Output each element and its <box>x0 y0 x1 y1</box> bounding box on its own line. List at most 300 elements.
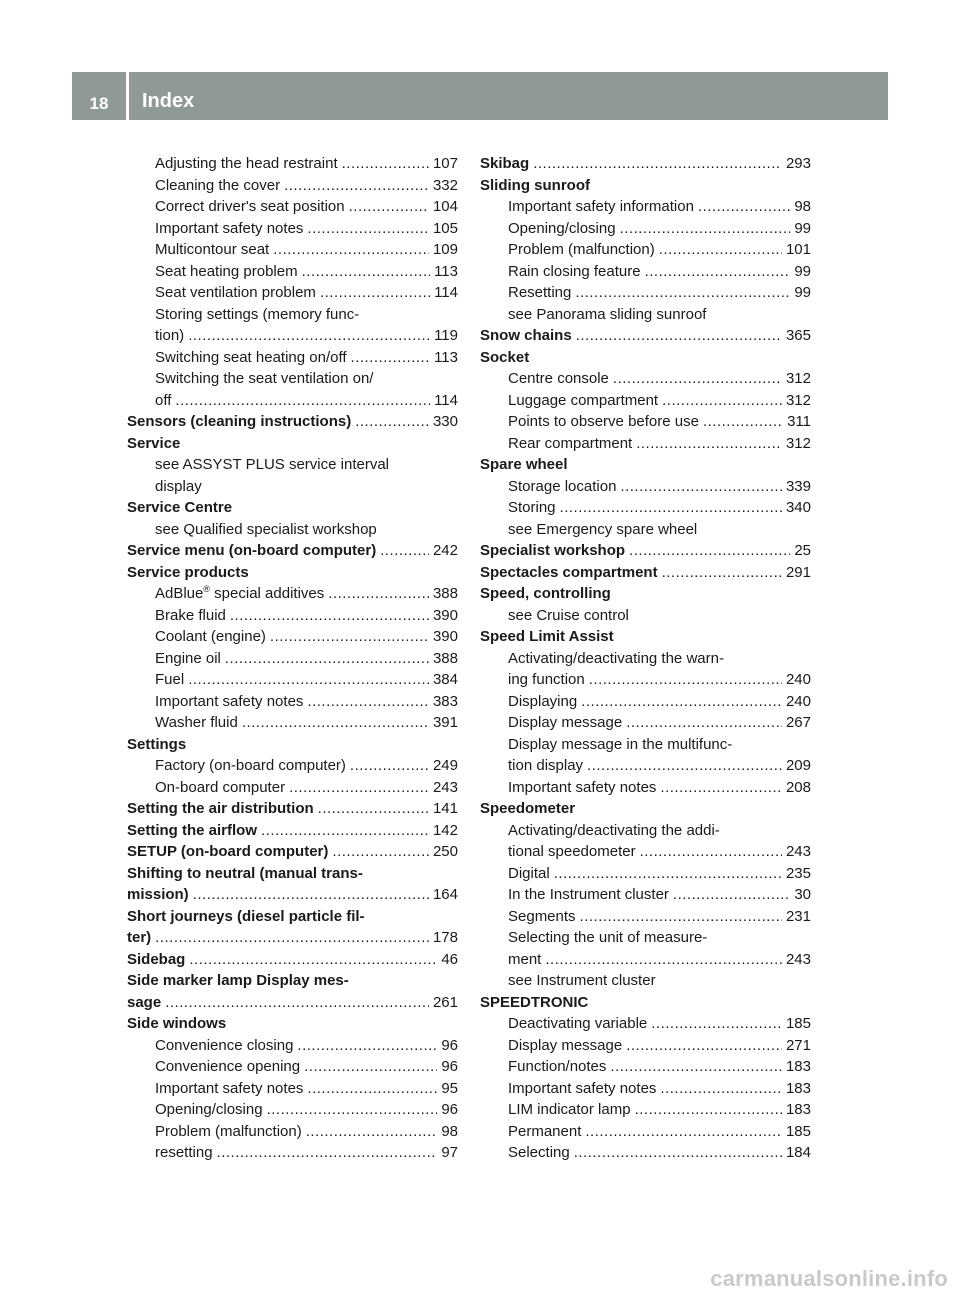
entry-text: Sensors (cleaning instructions) <box>127 413 352 430</box>
index-subentry <box>480 734 811 756</box>
index-entry <box>127 540 458 562</box>
entry-text: Spectacles compartment <box>480 563 658 581</box>
index-subentry <box>480 497 811 519</box>
page-reference[interactable]: 96 <box>441 1058 458 1075</box>
entry-text: Activating/deactivating the addi- <box>508 821 720 839</box>
page-reference[interactable]: 98 <box>794 198 811 215</box>
page-reference[interactable]: 183 <box>785 1058 811 1075</box>
dot-leader <box>635 1099 782 1121</box>
index-entry <box>127 970 458 992</box>
page-reference[interactable]: 291 <box>785 563 811 581</box>
index-subentry <box>127 454 458 476</box>
header-divider <box>126 72 129 120</box>
page-reference[interactable]: 388 <box>432 585 458 602</box>
entry-text: Sidebag <box>127 950 186 968</box>
entry-text: Convenience closing <box>155 1036 294 1054</box>
index-subentry <box>127 347 458 369</box>
entry-text: Problem (malfunction) <box>155 1122 302 1140</box>
index-subentry <box>480 841 811 863</box>
entry-text: Display message <box>508 714 623 731</box>
entry-text: Activating/deactivating the warn- <box>508 649 724 667</box>
index-entry <box>127 949 458 971</box>
index-subentry <box>127 261 458 283</box>
entry-text: Side marker lamp Display mes- <box>127 972 349 989</box>
entry-text: Adjusting the head restraint <box>155 155 338 172</box>
entry-text: tional speedometer <box>508 843 636 860</box>
entry-text: In the Instrument cluster <box>508 886 669 903</box>
dot-leader <box>175 390 430 412</box>
index-subentry <box>127 777 458 799</box>
dot-leader <box>225 648 429 670</box>
index-subentry <box>480 820 811 842</box>
entry-text: Important safety notes <box>155 692 304 710</box>
index-subentry <box>127 390 458 412</box>
entry-text: Washer fluid <box>155 714 238 731</box>
dot-leader <box>155 927 429 949</box>
entry-text: see Instrument cluster <box>508 972 656 989</box>
index-subentry <box>127 304 458 326</box>
entry-text: Luggage compartment <box>508 391 659 409</box>
entry-text: Engine oil <box>155 649 221 667</box>
entry-text: AdBlue® special additives <box>155 584 325 602</box>
page-reference[interactable]: 391 <box>432 714 458 731</box>
page-number: 18 <box>89 94 109 113</box>
index-subentry <box>127 282 458 304</box>
page-reference[interactable]: 312 <box>785 434 811 452</box>
index-entry <box>127 841 458 863</box>
entry-text: off <box>155 391 172 409</box>
page-reference[interactable]: 332 <box>432 176 458 194</box>
index-subentry <box>480 519 811 541</box>
index-subentry <box>127 325 458 347</box>
entry-text: Selecting the unit of measure- <box>508 929 708 946</box>
dot-leader <box>545 949 782 971</box>
index-subentry <box>480 1121 811 1143</box>
page-reference[interactable]: 235 <box>785 864 811 882</box>
index-entry <box>480 562 811 584</box>
dot-leader <box>304 1056 437 1078</box>
dot-leader <box>640 841 782 863</box>
page-reference[interactable]: 383 <box>432 692 458 710</box>
index-subentry <box>127 583 458 605</box>
index-subentry <box>127 1142 458 1164</box>
index-entry <box>480 153 811 175</box>
dot-leader <box>188 325 430 347</box>
page-reference[interactable]: 240 <box>785 671 811 688</box>
entry-text: Setting the airflow <box>127 821 258 839</box>
index-subentry <box>480 648 811 670</box>
index-subentry <box>480 669 811 691</box>
entry-text: Correct driver's seat position <box>155 198 345 215</box>
index-subentry <box>127 1078 458 1100</box>
entry-text: Deactivating variable <box>508 1015 648 1032</box>
page-reference[interactable]: 312 <box>785 391 811 409</box>
entry-text: Important safety information <box>508 198 694 215</box>
index-subentry <box>127 605 458 627</box>
entry-text: On-board computer <box>155 778 286 796</box>
index-subentry <box>480 433 811 455</box>
page-reference[interactable]: 185 <box>785 1015 811 1032</box>
dot-leader <box>620 476 782 498</box>
dot-leader <box>626 712 782 734</box>
entry-text: Seat heating problem <box>155 262 298 280</box>
dot-leader <box>587 755 782 777</box>
entry-text: Points to observe before use <box>508 413 699 430</box>
dot-leader <box>332 841 429 863</box>
entry-text: Storage location <box>508 477 617 495</box>
dot-leader <box>698 196 790 218</box>
index-entry <box>480 798 811 820</box>
index-column-right <box>480 153 811 1164</box>
dot-leader <box>289 777 429 799</box>
index-subentry <box>480 390 811 412</box>
index-subentry <box>480 411 811 433</box>
page-header <box>72 72 888 120</box>
dot-leader <box>662 562 782 584</box>
dot-leader <box>703 411 783 433</box>
dot-leader <box>610 1056 782 1078</box>
page-reference[interactable]: 271 <box>785 1036 811 1054</box>
entry-text: see ASSYST PLUS service interval <box>155 456 389 473</box>
page-reference[interactable]: 105 <box>432 219 458 237</box>
index-subentry <box>480 368 811 390</box>
page-reference[interactable]: 209 <box>785 757 811 774</box>
entry-text: mission) <box>127 886 189 903</box>
index-subentry <box>127 175 458 197</box>
dot-leader <box>307 1078 437 1100</box>
index-entry <box>127 433 458 455</box>
entry-text: Brake fluid <box>155 606 226 624</box>
entry-text: Opening/closing <box>508 219 616 237</box>
page-reference[interactable]: 208 <box>785 778 811 796</box>
page-reference[interactable]: 384 <box>432 671 458 688</box>
dot-leader <box>589 669 782 691</box>
dot-leader <box>267 1099 438 1121</box>
dot-leader <box>585 1121 782 1143</box>
index-subentry <box>480 1056 811 1078</box>
index-subentry <box>127 755 458 777</box>
dot-leader <box>307 691 429 713</box>
entry-text: see Qualified specialist workshop <box>155 520 377 538</box>
index-entry <box>127 992 458 1014</box>
dot-leader <box>242 712 429 734</box>
index-entry <box>127 798 458 820</box>
index-entry <box>127 497 458 519</box>
watermark: carmanualsonline.info <box>710 1266 948 1291</box>
entry-text: LIM indicator lamp <box>508 1101 631 1118</box>
page-reference[interactable]: 261 <box>432 993 458 1011</box>
dot-leader <box>575 282 790 304</box>
page-reference[interactable]: 250 <box>432 843 458 860</box>
page-reference[interactable]: 113 <box>434 262 458 280</box>
entry-text: Rain closing feature <box>508 262 641 280</box>
entry-text: Short journeys (diesel particle fil- <box>127 907 365 925</box>
page-reference[interactable]: 267 <box>785 714 811 731</box>
page-reference[interactable]: 96 <box>441 1036 458 1054</box>
entry-text: Display message in the multifunc- <box>508 735 733 753</box>
page-reference[interactable]: 98 <box>441 1122 458 1140</box>
entry-text: ment <box>508 950 542 968</box>
entry-text: Setting the air distribution <box>127 800 314 817</box>
dot-leader <box>261 820 429 842</box>
entry-text: Resetting <box>508 284 572 301</box>
dot-leader <box>580 906 782 928</box>
dot-leader <box>560 497 782 519</box>
dot-leader <box>270 626 429 648</box>
page-reference[interactable]: 249 <box>432 757 458 774</box>
page-reference[interactable]: 113 <box>434 348 458 366</box>
page-reference[interactable]: 99 <box>794 262 811 280</box>
entry-text: Service <box>127 434 181 452</box>
entry-text: Problem (malfunction) <box>508 241 655 258</box>
dot-leader <box>554 863 782 885</box>
entry-text: Permanent <box>508 1122 582 1140</box>
page-reference[interactable]: 242 <box>432 542 458 559</box>
page-reference[interactable]: 101 <box>785 241 811 258</box>
index-entry <box>127 1013 458 1035</box>
entry-text: Displaying <box>508 692 578 710</box>
entry-text: Digital <box>508 864 550 882</box>
dot-leader <box>193 884 429 906</box>
dot-leader <box>629 540 790 562</box>
dot-leader <box>320 282 430 304</box>
page-reference[interactable]: 339 <box>785 477 811 495</box>
index-subentry <box>480 1013 811 1035</box>
page-reference[interactable]: 142 <box>432 821 458 839</box>
dot-leader <box>165 992 429 1014</box>
index-subentry <box>127 1035 458 1057</box>
entry-text: Function/notes <box>508 1058 607 1075</box>
index-subentry <box>480 304 811 326</box>
index-entry <box>480 325 811 347</box>
entry-text: Specialist workshop <box>480 542 626 559</box>
index-entry <box>127 927 458 949</box>
dot-leader <box>620 218 791 240</box>
index-subentry <box>127 368 458 390</box>
entry-text: Switching seat heating on/off <box>155 348 347 366</box>
page-reference[interactable]: 183 <box>785 1101 811 1118</box>
entry-text: Service menu (on-board computer) <box>127 542 377 559</box>
entry-text: SPEEDTRONIC <box>480 993 589 1011</box>
index-entry <box>127 411 458 433</box>
index-subentry <box>127 648 458 670</box>
page-reference[interactable]: 178 <box>432 929 458 946</box>
index-subentry <box>480 712 811 734</box>
dot-leader <box>626 1035 782 1057</box>
dot-leader <box>217 1142 438 1164</box>
dot-leader <box>662 390 782 412</box>
dot-leader <box>613 368 782 390</box>
entry-text: Storing <box>508 499 556 516</box>
index-subentry <box>127 239 458 261</box>
dot-leader <box>188 669 429 691</box>
index-entry <box>480 454 811 476</box>
dot-leader <box>673 884 790 906</box>
entry-text: Important safety notes <box>155 219 304 237</box>
entry-text: Sliding sunroof <box>480 176 590 194</box>
page-reference[interactable]: 30 <box>794 886 811 903</box>
index-subentry <box>480 1142 811 1164</box>
page-reference[interactable]: 330 <box>432 413 458 430</box>
page-reference[interactable]: 231 <box>785 907 811 925</box>
page-reference[interactable]: 114 <box>434 391 458 409</box>
dot-leader <box>306 1121 438 1143</box>
entry-text: Snow chains <box>480 327 572 344</box>
entry-text: Multicontour seat <box>155 241 270 258</box>
entry-text: Settings <box>127 735 187 753</box>
page-reference[interactable]: 107 <box>432 155 458 172</box>
entry-text: see Cruise control <box>508 606 629 624</box>
dot-leader <box>318 798 429 820</box>
page-reference[interactable]: 390 <box>432 628 458 645</box>
index-entry <box>127 884 458 906</box>
index-entry <box>480 992 811 1014</box>
index-subentry <box>480 196 811 218</box>
dot-leader <box>659 239 782 261</box>
page-reference[interactable]: 184 <box>785 1144 811 1161</box>
index-subentry <box>480 949 811 971</box>
dot-leader <box>645 261 791 283</box>
index-subentry <box>480 927 811 949</box>
dot-leader <box>342 153 429 175</box>
entry-text: Speed Limit Assist <box>480 628 614 645</box>
page-reference[interactable]: 311 <box>787 413 811 430</box>
index-subentry <box>480 755 811 777</box>
entry-text: Storing settings (memory func- <box>155 305 360 323</box>
page-reference[interactable]: 185 <box>785 1122 811 1140</box>
entry-text: see Emergency spare wheel <box>508 520 698 538</box>
entry-text: Important safety notes <box>155 1079 304 1097</box>
entry-text: Important safety notes <box>508 1079 657 1097</box>
index-entry <box>127 906 458 928</box>
index-entry <box>480 540 811 562</box>
entry-text: Coolant (engine) <box>155 628 266 645</box>
page-reference[interactable]: 46 <box>441 950 458 968</box>
page-reference[interactable]: 240 <box>785 692 811 710</box>
index-subentry <box>480 863 811 885</box>
dot-leader <box>636 433 782 455</box>
page-reference[interactable]: 97 <box>441 1144 458 1161</box>
index-subentry <box>480 239 811 261</box>
index-subentry <box>127 669 458 691</box>
page-reference[interactable]: 109 <box>432 241 458 258</box>
entry-text: ing function <box>508 671 585 688</box>
index-column-left <box>127 153 458 1164</box>
entry-text: Side windows <box>127 1015 227 1032</box>
entry-text: Skibag <box>480 155 530 172</box>
index-subentry <box>127 1056 458 1078</box>
dot-leader <box>355 411 429 433</box>
page-reference[interactable]: 141 <box>432 800 458 817</box>
dot-leader <box>350 755 429 777</box>
entry-text: resetting <box>155 1144 213 1161</box>
dot-leader <box>297 1035 437 1057</box>
index-entry <box>480 347 811 369</box>
index-subentry <box>480 884 811 906</box>
index-subentry <box>480 906 811 928</box>
index-subentry <box>127 153 458 175</box>
page-reference[interactable]: 388 <box>432 649 458 667</box>
index-subentry <box>480 605 811 627</box>
entry-text: Speed, controlling <box>480 585 611 602</box>
index-subentry <box>480 970 811 992</box>
page-reference[interactable]: 99 <box>794 284 811 301</box>
entry-text: Service Centre <box>127 499 233 516</box>
index-subentry <box>127 1099 458 1121</box>
index-subentry <box>480 777 811 799</box>
page-reference[interactable]: 25 <box>794 542 811 559</box>
index-entry <box>127 863 458 885</box>
page-reference[interactable]: 114 <box>434 284 458 301</box>
page-reference[interactable]: 243 <box>785 950 811 968</box>
index-subentry <box>127 196 458 218</box>
entry-text: Cleaning the cover <box>155 176 281 194</box>
page-reference[interactable]: 243 <box>785 843 811 860</box>
page-reference[interactable]: 164 <box>432 886 458 903</box>
entry-text: tion) <box>155 327 185 344</box>
dot-leader <box>230 605 429 627</box>
page-reference[interactable]: 243 <box>432 778 458 796</box>
dot-leader <box>574 1142 782 1164</box>
index-subentry <box>127 1121 458 1143</box>
entry-text: Service products <box>127 563 249 581</box>
dot-leader <box>284 175 429 197</box>
entry-text: see Panorama sliding sunroof <box>508 305 707 323</box>
index-subentry <box>127 519 458 541</box>
index-entry <box>480 626 811 648</box>
dot-leader <box>380 540 429 562</box>
dot-leader <box>581 691 782 713</box>
entry-text: Seat ventilation problem <box>155 284 316 301</box>
index-entry <box>480 175 811 197</box>
page-reference[interactable]: 119 <box>434 327 458 344</box>
entry-text: SETUP (on-board computer) <box>127 843 329 860</box>
entry-text: Shifting to neutral (manual trans- <box>127 864 363 882</box>
entry-text: Spare wheel <box>480 456 568 473</box>
page-reference[interactable]: 293 <box>785 155 811 172</box>
dot-leader <box>328 583 429 605</box>
page-reference[interactable]: 312 <box>785 370 811 387</box>
dot-leader <box>349 196 429 218</box>
dot-leader <box>651 1013 782 1035</box>
entry-text: ter) <box>127 929 152 946</box>
index-entry <box>127 562 458 584</box>
index-subentry <box>127 712 458 734</box>
dot-leader <box>302 261 430 283</box>
page-reference[interactable]: 340 <box>785 499 811 516</box>
page-reference[interactable]: 183 <box>785 1079 811 1097</box>
index-subentry <box>480 218 811 240</box>
index-subentry <box>480 1078 811 1100</box>
page-reference[interactable]: 365 <box>785 327 811 344</box>
index-subentry <box>127 476 458 498</box>
page-reference[interactable]: 95 <box>441 1079 458 1097</box>
index-entry <box>127 734 458 756</box>
dot-leader <box>189 949 437 971</box>
page-reference[interactable]: 96 <box>441 1101 458 1118</box>
page-reference[interactable]: 99 <box>794 219 811 237</box>
entry-text: Factory (on-board computer) <box>155 757 346 774</box>
entry-text: Fuel <box>155 671 185 688</box>
dot-leader <box>351 347 431 369</box>
dot-leader <box>533 153 782 175</box>
index-entry <box>480 583 811 605</box>
page-reference[interactable]: 104 <box>432 198 458 215</box>
index-subentry <box>480 282 811 304</box>
page-reference[interactable]: 390 <box>432 606 458 624</box>
entry-text: Switching the seat ventilation on/ <box>155 370 374 387</box>
index-subentry <box>480 1099 811 1121</box>
